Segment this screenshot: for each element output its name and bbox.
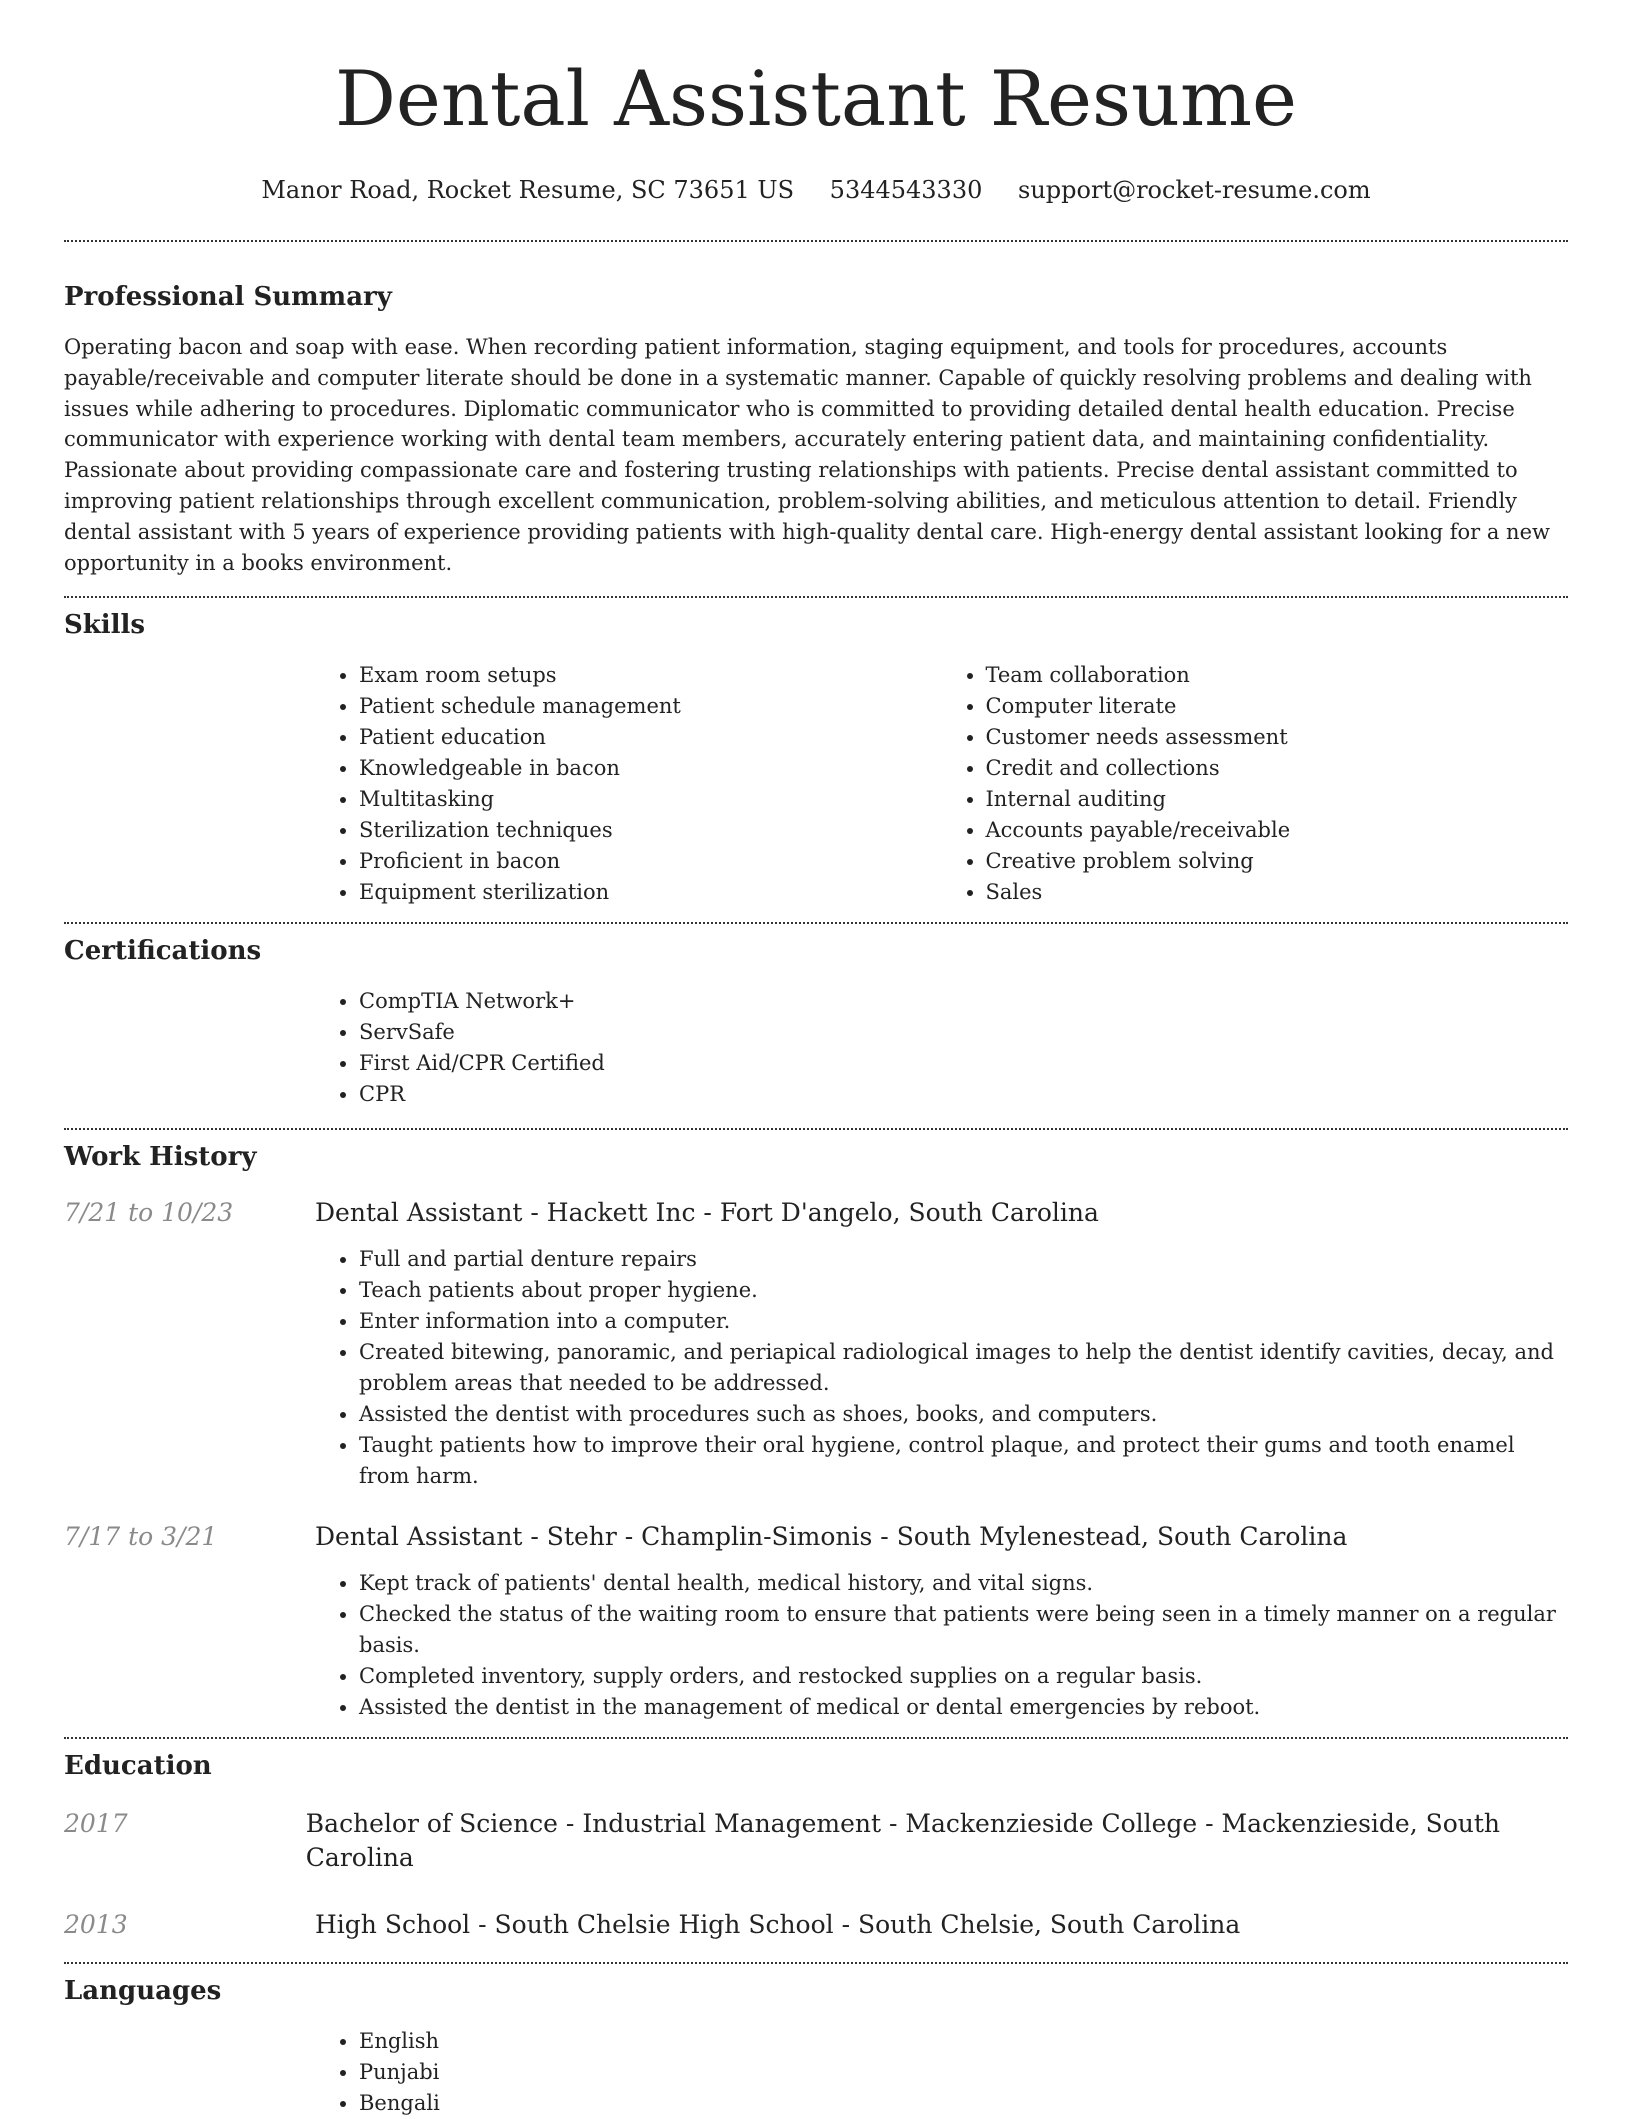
job-entry [64,1196,1568,1492]
list-item: • Created bitewing, panoramic, and periapical radiological images to help the dentist identify cavities, decay, and problem areas that needed to be addressed. [359,1337,1568,1399]
skills-section [64,608,1568,908]
languages-section [64,1974,1568,2119]
section-heading-education: Education [64,1751,212,1782]
divider [64,1128,1568,1130]
list-item: • CompTIA Network+ [359,986,1568,1017]
education-year: 2013 [64,1910,128,1940]
contact-address: Manor Road, Rocket Resume, SC 73651 US [261,176,795,204]
divider [64,1737,1568,1739]
contact-email: support@rocket-resume.com [1018,176,1371,204]
list-item: • ServSafe [359,1017,1568,1048]
list-item: • Completed inventory, supply orders, and restocked supplies on a regular basis. [359,1661,1568,1692]
education-year: 2017 [64,1809,128,1839]
section-heading-skills: Skills [64,610,146,641]
list-item: • Exam room setups [359,660,942,691]
education-detail: Bachelor of Science - Industrial Management - Mackenzieside College - Mackenzieside, South Carolina [305,1809,1501,1873]
list-item: • Enter information into a computer. [359,1306,1568,1337]
job-title: Dental Assistant - Hackett Inc - Fort D'angelo, South Carolina [315,1198,1099,1228]
job-dates: 7/17 to 3/21 [64,1522,218,1552]
job-dates: 7/21 to 10/23 [64,1198,234,1228]
list-item: • Bengali [359,2088,1568,2119]
resume-page [64,0,1568,2119]
certifications-list [315,986,1568,1110]
resume-title: Dental Assistant Resume [334,54,1298,143]
divider [64,596,1568,598]
list-item: • Customer needs assessment [986,722,1569,753]
list-item: • Kept track of patients' dental health, medical history, and vital signs. [359,1568,1568,1599]
list-item: • Proficient in bacon [359,846,942,877]
list-item: • Assisted the dentist in the management of medical or dental emergencies by reboot. [359,1692,1568,1723]
skills-columns [315,660,1568,908]
list-item: • Knowledgeable in bacon [359,753,942,784]
list-item: • Sterilization techniques [359,815,942,846]
summary-text: Operating bacon and soap with ease. When recording patient information, staging equipment, and tools for procedures, accounts payable/receivable and computer literate should be done in a systematic manner. Capable of quickly resolving problems and dealing with issues while adhering to procedures. Diplomatic communicator who is committed to providing detailed dental health education. Precise communicator with experience working with dental team members, accurately entering patient data, and maintaining confidentiality. Passionate about providing compassionate care and fostering trusting relationships with patients. Precise dental assistant committed to improving patient relationships through excellent communication, problem-solving abilities, and meticulous attention to detail. Friendly dental assistant with 5 years of experience providing patients with high-quality dental care. High-energy dental assistant looking for a new opportunity in a books environment. [64,335,1550,575]
section-heading-languages: Languages [64,1976,222,2007]
divider [64,240,1568,242]
list-item: • Full and partial denture repairs [359,1244,1568,1275]
section-heading-summary: Professional Summary [64,282,392,312]
contact-line [64,174,1568,206]
list-item: • Patient education [359,722,942,753]
job-entry [64,1520,1568,1723]
list-item: • Assisted the dentist with procedures such as shoes, books, and computers. [359,1399,1568,1430]
list-item: • Checked the status of the waiting room to ensure that patients were being seen in a timely manner on a regular basis. [359,1599,1568,1661]
divider [64,922,1568,924]
education-entry [64,1807,1568,1875]
education-section [64,1749,1568,1942]
summary-section [64,280,1568,578]
section-heading-work: Work History [64,1142,257,1173]
list-item: • Internal auditing [986,784,1569,815]
list-item: • Teach patients about proper hygiene. [359,1275,1568,1306]
job-bullets [315,1568,1568,1723]
list-item: • Multitasking [359,784,942,815]
contact-phone: 5344543330 [829,176,983,204]
list-item: • English [359,2026,1568,2057]
list-item: • Creative problem solving [986,846,1569,877]
job-title: Dental Assistant - Stehr - Champlin-Simonis - South Mylenestead, South Carolina [315,1522,1348,1552]
education-detail: High School - South Chelsie High School - South Chelsie, South Carolina [315,1910,1241,1940]
list-item: • Team collaboration [986,660,1569,691]
skills-list-right [942,660,1569,908]
job-bullets [315,1244,1568,1492]
list-item: • Taught patients how to improve their oral hygiene, control plaque, and protect their gums and tooth enamel from harm. [359,1430,1568,1492]
section-heading-certifications: Certifications [64,936,262,967]
list-item: • Equipment sterilization [359,877,942,908]
certifications-section [64,934,1568,1110]
list-item: • First Aid/CPR Certified [359,1048,1568,1079]
list-item: • Credit and collections [986,753,1569,784]
list-item: • CPR [359,1079,1568,1110]
education-entry [64,1908,1568,1942]
job-header [64,1196,1568,1230]
list-item: • Patient schedule management [359,691,942,722]
skills-list-left [315,660,942,908]
divider [64,1962,1568,1964]
list-item: • Punjabi [359,2057,1568,2088]
job-header [64,1520,1568,1554]
list-item: • Accounts payable/receivable [986,815,1569,846]
work-section [64,1140,1568,1723]
list-item: • Computer literate [986,691,1569,722]
languages-list [315,2026,1568,2119]
list-item: • Sales [986,877,1569,908]
